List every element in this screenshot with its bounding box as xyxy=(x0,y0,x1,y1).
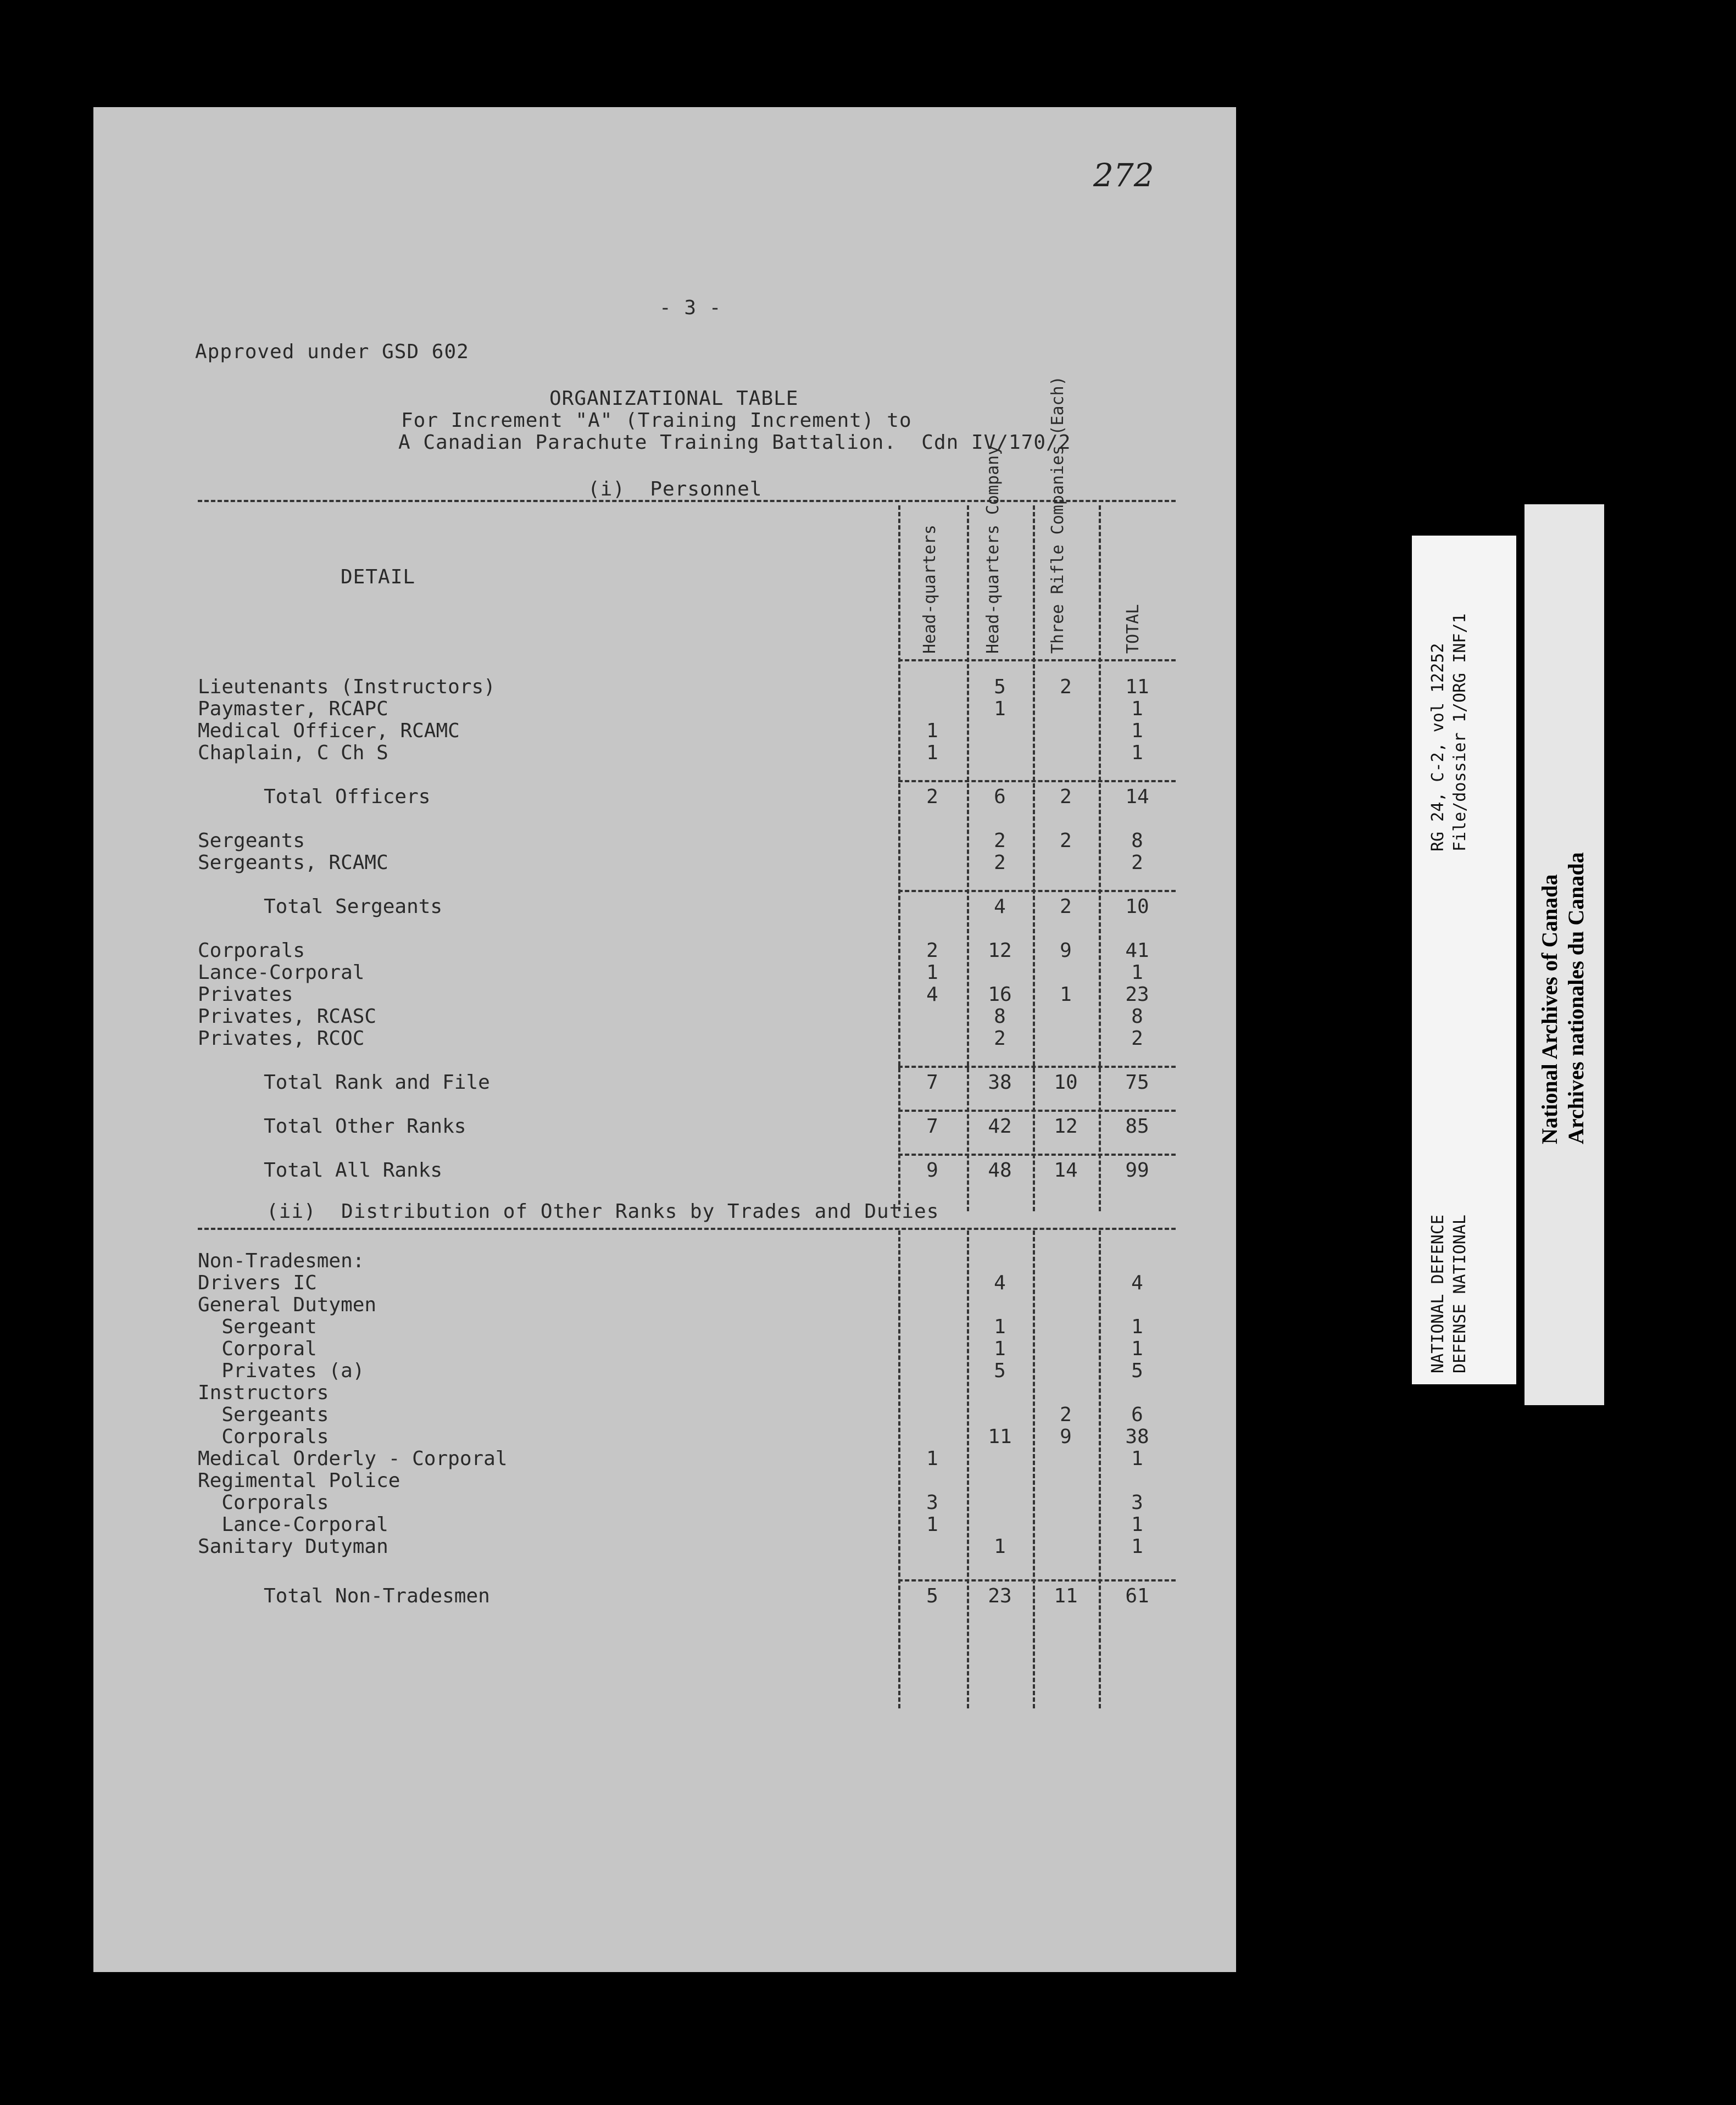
table-cell: 2 xyxy=(994,851,1006,874)
table-cell: 12 xyxy=(988,939,1012,962)
total-rule xyxy=(898,1579,1176,1581)
table-cell: 1 xyxy=(994,1535,1006,1558)
header-bottom-rule xyxy=(898,659,1176,661)
page-number: - 3 - xyxy=(659,297,722,319)
archive-reference-label xyxy=(1412,536,1516,1384)
table-cell: 23 xyxy=(1125,983,1149,1006)
table-cell: 8 xyxy=(1131,1005,1143,1028)
row-label: Instructors xyxy=(198,1382,329,1404)
row-label: Sergeants xyxy=(198,829,305,852)
table-cell: 4 xyxy=(994,895,1006,918)
row-label: Privates (a) xyxy=(198,1360,365,1382)
row-label: Non-Tradesmen: xyxy=(198,1250,365,1272)
row-label: General Dutymen xyxy=(198,1294,377,1316)
column-divider xyxy=(1099,505,1101,1211)
table-cell: 12 xyxy=(1054,1115,1078,1138)
table-cell: 11 xyxy=(1125,676,1149,698)
total-rule xyxy=(898,890,1176,892)
detail-column-header: DETAIL xyxy=(341,566,416,588)
table-cell: 48 xyxy=(988,1159,1012,1182)
table-cell: 14 xyxy=(1054,1159,1078,1182)
table-cell: 9 xyxy=(1060,939,1072,962)
table-cell: 6 xyxy=(994,786,1006,808)
table-cell: 2 xyxy=(1060,829,1072,852)
table-cell: 2 xyxy=(994,829,1006,852)
total-row-label: Total Sergeants xyxy=(264,895,443,918)
table-cell: 41 xyxy=(1125,939,1149,962)
table-cell: 1 xyxy=(926,720,938,742)
column-header-hq-company: Head-quarters Company xyxy=(983,445,1003,654)
archives-line-1: National Archives of Canada xyxy=(1537,874,1562,1144)
row-label: Corporal xyxy=(198,1338,317,1360)
table-cell: 7 xyxy=(926,1115,938,1138)
table-cell: 2 xyxy=(1131,851,1143,874)
table-cell: 9 xyxy=(1060,1425,1072,1448)
column-header-rifle-companies: Three Rifle Companies (Each) xyxy=(1048,376,1067,654)
column-divider xyxy=(1099,1230,1101,1708)
table-cell: 3 xyxy=(1131,1491,1143,1514)
table-cell: 2 xyxy=(1060,786,1072,808)
table-cell: 5 xyxy=(1131,1360,1143,1382)
total-rule xyxy=(898,1154,1176,1156)
table-cell: 85 xyxy=(1125,1115,1149,1138)
table-cell: 1 xyxy=(1131,720,1143,742)
table-cell: 23 xyxy=(988,1585,1012,1607)
table-cell: 2 xyxy=(1131,1027,1143,1050)
table-cell: 5 xyxy=(994,676,1006,698)
row-label: Privates, RCOC xyxy=(198,1027,365,1050)
column-divider xyxy=(1033,1230,1035,1708)
total-rule xyxy=(898,1110,1176,1112)
table-cell: 2 xyxy=(1060,895,1072,918)
table-cell: 99 xyxy=(1125,1159,1149,1182)
row-label: Medical Orderly - Corporal xyxy=(198,1447,508,1470)
total-row-label: Total Officers xyxy=(264,786,431,808)
row-label: Lance-Corporal xyxy=(198,1513,388,1536)
row-label: Corporals xyxy=(198,1425,329,1448)
total-rule xyxy=(898,780,1176,782)
section-1-heading: (i) Personnel xyxy=(588,478,763,500)
table-cell: 2 xyxy=(926,939,938,962)
row-label: Paymaster, RCAPC xyxy=(198,698,388,720)
row-label: Drivers IC xyxy=(198,1272,317,1294)
table-cell: 8 xyxy=(994,1005,1006,1028)
table-cell: 75 xyxy=(1125,1071,1149,1094)
table-cell: 3 xyxy=(926,1491,938,1514)
table-cell: 5 xyxy=(994,1360,1006,1382)
table-cell: 1 xyxy=(926,1447,938,1470)
reference-line-1: RG 24, C-2, vol 12252 xyxy=(1428,643,1448,851)
table-cell: 1 xyxy=(926,1513,938,1536)
title-line-3: A Canadian Parachute Training Battalion. Cdn IV/170/2 xyxy=(398,431,1071,454)
table-cell: 1 xyxy=(994,1338,1006,1360)
table-cell: 1 xyxy=(1060,983,1072,1006)
row-label: Regimental Police xyxy=(198,1469,400,1492)
column-divider xyxy=(967,1230,969,1708)
column-divider xyxy=(898,505,900,1211)
table-cell: 10 xyxy=(1054,1071,1078,1094)
total-row-label: Total Other Ranks xyxy=(264,1115,466,1138)
row-label: Lance-Corporal xyxy=(198,961,365,984)
section-1-top-rule xyxy=(198,500,1176,502)
table-cell: 1 xyxy=(994,698,1006,720)
table-cell: 4 xyxy=(1131,1272,1143,1294)
table-cell: 4 xyxy=(994,1272,1006,1294)
total-row-label: Total Non-Tradesmen xyxy=(264,1585,490,1607)
table-cell: 11 xyxy=(988,1425,1012,1448)
table-cell: 1 xyxy=(1131,1535,1143,1558)
table-cell: 1 xyxy=(1131,1338,1143,1360)
table-cell: 1 xyxy=(1131,961,1143,984)
title-line-1: ORGANIZATIONAL TABLE xyxy=(549,387,799,410)
archives-line-2: Archives nationales du Canada xyxy=(1563,852,1588,1144)
row-label: Lieutenants (Instructors) xyxy=(198,676,496,698)
table-cell: 7 xyxy=(926,1071,938,1094)
total-row-label: Total All Ranks xyxy=(264,1159,443,1182)
reference-line-2: File/dossier 1/ORG INF/1 xyxy=(1450,613,1470,851)
title-line-2: For Increment "A" (Training Increment) to xyxy=(401,409,912,432)
row-label: Sanitary Dutyman xyxy=(198,1535,388,1558)
section-2-top-rule xyxy=(198,1228,1176,1230)
table-cell: 38 xyxy=(988,1071,1012,1094)
table-cell: 5 xyxy=(926,1585,938,1607)
row-label: Corporals xyxy=(198,939,305,962)
row-label: Sergeants, RCAMC xyxy=(198,851,388,874)
column-divider xyxy=(1033,505,1035,1211)
table-cell: 1 xyxy=(1131,1316,1143,1338)
table-cell: 1 xyxy=(926,961,938,984)
section-2-heading: (ii) Distribution of Other Ranks by Trades and Duties xyxy=(266,1200,939,1223)
table-cell: 14 xyxy=(1125,786,1149,808)
table-cell: 61 xyxy=(1125,1585,1149,1607)
column-header-hq: Head-quarters xyxy=(920,525,939,654)
table-cell: 16 xyxy=(988,983,1012,1006)
table-cell: 1 xyxy=(1131,698,1143,720)
table-cell: 42 xyxy=(988,1115,1012,1138)
table-cell: 2 xyxy=(1060,676,1072,698)
table-cell: 1 xyxy=(1131,1513,1143,1536)
row-label: Corporals xyxy=(198,1491,329,1514)
row-label: Medical Officer, RCAMC xyxy=(198,720,460,742)
column-divider xyxy=(967,505,969,1211)
row-label: Chaplain, C Ch S xyxy=(198,742,388,764)
table-cell: 4 xyxy=(926,983,938,1006)
table-cell: 38 xyxy=(1125,1425,1149,1448)
table-cell: 10 xyxy=(1125,895,1149,918)
row-label: Sergeant xyxy=(198,1316,317,1338)
national-archives-label xyxy=(1524,504,1604,1405)
column-header-total: TOTAL xyxy=(1123,604,1143,654)
approval-line: Approved under GSD 602 xyxy=(195,341,469,363)
total-row-label: Total Rank and File xyxy=(264,1071,490,1094)
defence-line-1: NATIONAL DEFENCE xyxy=(1428,1215,1448,1373)
table-cell: 1 xyxy=(994,1316,1006,1338)
table-cell: 2 xyxy=(926,786,938,808)
table-cell: 2 xyxy=(1060,1404,1072,1426)
table-cell: 11 xyxy=(1054,1585,1078,1607)
table-cell: 1 xyxy=(926,742,938,764)
table-cell: 2 xyxy=(994,1027,1006,1050)
total-rule xyxy=(898,1066,1176,1068)
table-cell: 9 xyxy=(926,1159,938,1182)
row-label: Privates, RCASC xyxy=(198,1005,377,1028)
defence-line-2: DEFENSE NATIONAL xyxy=(1450,1215,1470,1373)
table-cell: 1 xyxy=(1131,742,1143,764)
table-cell: 8 xyxy=(1131,829,1143,852)
row-label: Privates xyxy=(198,983,293,1006)
document-page xyxy=(93,107,1236,1972)
table-cell: 1 xyxy=(1131,1447,1143,1470)
handwritten-page-annotation: 272 xyxy=(1093,157,1154,194)
row-label: Sergeants xyxy=(198,1404,329,1426)
table-cell: 6 xyxy=(1131,1404,1143,1426)
column-divider xyxy=(898,1230,900,1708)
